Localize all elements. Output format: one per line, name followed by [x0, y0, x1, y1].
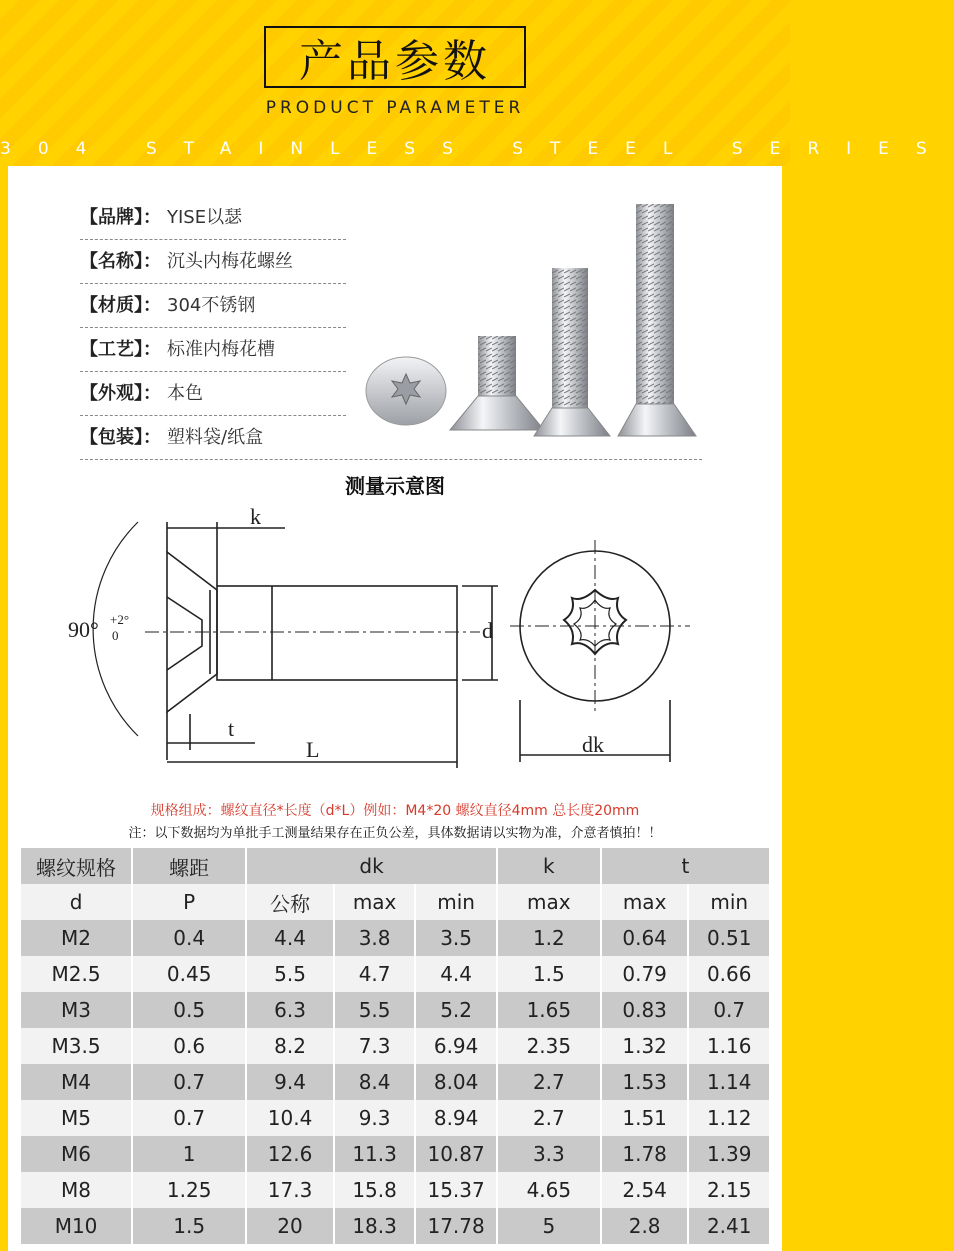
table-cell: 0.45: [133, 956, 245, 992]
table-cell: M6: [21, 1136, 131, 1172]
table-cell: 8.94: [416, 1100, 496, 1136]
header-cell: P: [133, 884, 245, 920]
attribute-key: 【材质】：: [80, 295, 161, 316]
attribute-key: 【品牌】：: [80, 207, 161, 228]
table-cell: 8.04: [416, 1064, 496, 1100]
attribute-key: 【工艺】：: [80, 339, 161, 360]
attribute-key: 【外观】：: [80, 383, 161, 404]
screw-medium-icon: [534, 268, 610, 436]
table-cell: 0.7: [133, 1064, 245, 1100]
table-cell: 1.78: [602, 1136, 688, 1172]
measurement-diagram: [50, 500, 750, 785]
header-cell: min: [416, 884, 496, 920]
screw-short-icon: [450, 336, 544, 430]
table-cell: 2.54: [602, 1172, 688, 1208]
table-cell: 0.7: [133, 1100, 245, 1136]
table-cell: 2.35: [498, 1028, 600, 1064]
page-title: 产品参数: [264, 26, 526, 88]
table-cell: M3.5: [21, 1028, 131, 1064]
table-cell: 10.87: [416, 1136, 496, 1172]
table-cell: 1.65: [498, 992, 600, 1028]
series-caption: 304 STAINLESS STEEL SERIES: [0, 139, 954, 159]
table-row: [21, 956, 769, 992]
table-subheader-row: [21, 884, 769, 920]
table-cell: 10.4: [247, 1100, 333, 1136]
diagram-title: 测量示意图: [345, 474, 445, 498]
table-cell: 0.6: [133, 1028, 245, 1064]
label-tol-zero: 0: [112, 628, 119, 643]
table-cell: 5.5: [247, 956, 333, 992]
spec-table-body: [21, 920, 769, 1244]
table-cell: 6.94: [416, 1028, 496, 1064]
header-banner: [0, 0, 954, 166]
table-cell: 17.3: [247, 1172, 333, 1208]
table-cell: M2.5: [21, 956, 131, 992]
attribute-list: [80, 196, 346, 460]
table-cell: 0.64: [602, 920, 688, 956]
attribute-value: 沉头内梅花螺丝: [167, 251, 293, 272]
table-cell: 6.3: [247, 992, 333, 1028]
table-cell: 2.41: [689, 1208, 769, 1244]
table-cell: M10: [21, 1208, 131, 1244]
table-cell: 0.66: [689, 956, 769, 992]
screw-long-icon: [618, 204, 696, 436]
header-cell: d: [21, 884, 131, 920]
table-cell: 1.5: [133, 1208, 245, 1244]
table-cell: 3.5: [416, 920, 496, 956]
table-cell: 3.8: [335, 920, 415, 956]
table-row: [21, 920, 769, 956]
page-subtitle: PRODUCT PARAMETER: [265, 98, 525, 118]
table-cell: 3.3: [498, 1136, 600, 1172]
table-cell: 1.39: [689, 1136, 769, 1172]
label-angle: 90°: [68, 617, 99, 642]
table-cell: 2.7: [498, 1100, 600, 1136]
header-cell: k: [498, 848, 600, 884]
spec-table: [19, 848, 771, 1244]
spec-note: 规格组成：螺纹直径*长度（d*L）例如：M4*20 螺纹直径4mm 总长度20mm: [150, 803, 640, 819]
table-cell: 12.6: [247, 1136, 333, 1172]
table-cell: 15.8: [335, 1172, 415, 1208]
label-d: d: [482, 618, 493, 643]
table-cell: 4.7: [335, 956, 415, 992]
table-cell: 2.15: [689, 1172, 769, 1208]
header-cell: max: [498, 884, 600, 920]
table-cell: 4.65: [498, 1172, 600, 1208]
table-cell: 2.8: [602, 1208, 688, 1244]
product-screws-image: [360, 196, 710, 441]
table-cell: 4.4: [247, 920, 333, 956]
table-cell: 1.51: [602, 1100, 688, 1136]
table-cell: 11.3: [335, 1136, 415, 1172]
header-cell: t: [602, 848, 769, 884]
attribute-value: YISE以瑟: [167, 207, 243, 228]
table-cell: 5.2: [416, 992, 496, 1028]
attribute-key: 【包装】：: [80, 427, 161, 448]
screw-small-icon: [366, 357, 446, 425]
table-cell: 0.7: [689, 992, 769, 1028]
table-row: [21, 1064, 769, 1100]
table-cell: M3: [21, 992, 131, 1028]
table-cell: 1.32: [602, 1028, 688, 1064]
header-cell: 公称: [247, 884, 333, 920]
table-row: [21, 1208, 769, 1244]
table-cell: 1.16: [689, 1028, 769, 1064]
attribute-key: 【名称】：: [80, 251, 161, 272]
table-row: [21, 992, 769, 1028]
header-cell: dk: [247, 848, 496, 884]
table-cell: 4.4: [416, 956, 496, 992]
table-cell: 18.3: [335, 1208, 415, 1244]
table-cell: 1.53: [602, 1064, 688, 1100]
attribute-value: 标准内梅花槽: [167, 339, 275, 360]
table-cell: M5: [21, 1100, 131, 1136]
header-cell: min: [689, 884, 769, 920]
table-row: [21, 1172, 769, 1208]
attribute-row-brand: [80, 196, 346, 240]
label-k: k: [250, 504, 261, 529]
label-t: t: [228, 716, 235, 741]
header-cell: 螺距: [133, 848, 245, 884]
header-cell: 螺纹规格: [21, 848, 131, 884]
table-cell: 1.14: [689, 1064, 769, 1100]
table-cell: M4: [21, 1064, 131, 1100]
attribute-row-name: [80, 240, 346, 284]
table-cell: 8.4: [335, 1064, 415, 1100]
table-cell: 0.5: [133, 992, 245, 1028]
table-cell: 9.3: [335, 1100, 415, 1136]
table-row: [21, 1028, 769, 1064]
table-cell: 15.37: [416, 1172, 496, 1208]
attribute-row-appearance: [80, 372, 346, 416]
label-dk: dk: [582, 732, 604, 757]
table-header-row: [21, 848, 769, 884]
attribute-value: 304不锈钢: [167, 295, 256, 316]
table-row: [21, 1100, 769, 1136]
attribute-row-process: [80, 328, 346, 372]
label-tol-plus: +2°: [110, 612, 130, 627]
table-cell: 0.79: [602, 956, 688, 992]
table-cell: 2.7: [498, 1064, 600, 1100]
header-cell: max: [602, 884, 688, 920]
header-cell: max: [335, 884, 415, 920]
table-cell: 0.4: [133, 920, 245, 956]
table-cell: 1.12: [689, 1100, 769, 1136]
table-cell: 1.5: [498, 956, 600, 992]
table-row: [21, 1136, 769, 1172]
table-cell: 17.78: [416, 1208, 496, 1244]
attribute-row-material: [80, 284, 346, 328]
table-cell: 1: [133, 1136, 245, 1172]
table-cell: 1.25: [133, 1172, 245, 1208]
table-cell: 20: [247, 1208, 333, 1244]
table-cell: 9.4: [247, 1064, 333, 1100]
table-cell: 0.83: [602, 992, 688, 1028]
table-cell: 5.5: [335, 992, 415, 1028]
warning-note: 注：以下数据均为单批手工测量结果存在正负公差，具体数据请以实物为准，介意者慎拍！！: [128, 826, 662, 841]
table-cell: M8: [21, 1172, 131, 1208]
table-cell: 7.3: [335, 1028, 415, 1064]
attribute-value: 塑料袋/纸盒: [167, 427, 264, 448]
label-L: L: [306, 737, 320, 762]
table-cell: 0.51: [689, 920, 769, 956]
table-cell: 8.2: [247, 1028, 333, 1064]
table-cell: M2: [21, 920, 131, 956]
table-cell: 5: [498, 1208, 600, 1244]
table-cell: 1.2: [498, 920, 600, 956]
attribute-value: 本色: [167, 383, 203, 404]
